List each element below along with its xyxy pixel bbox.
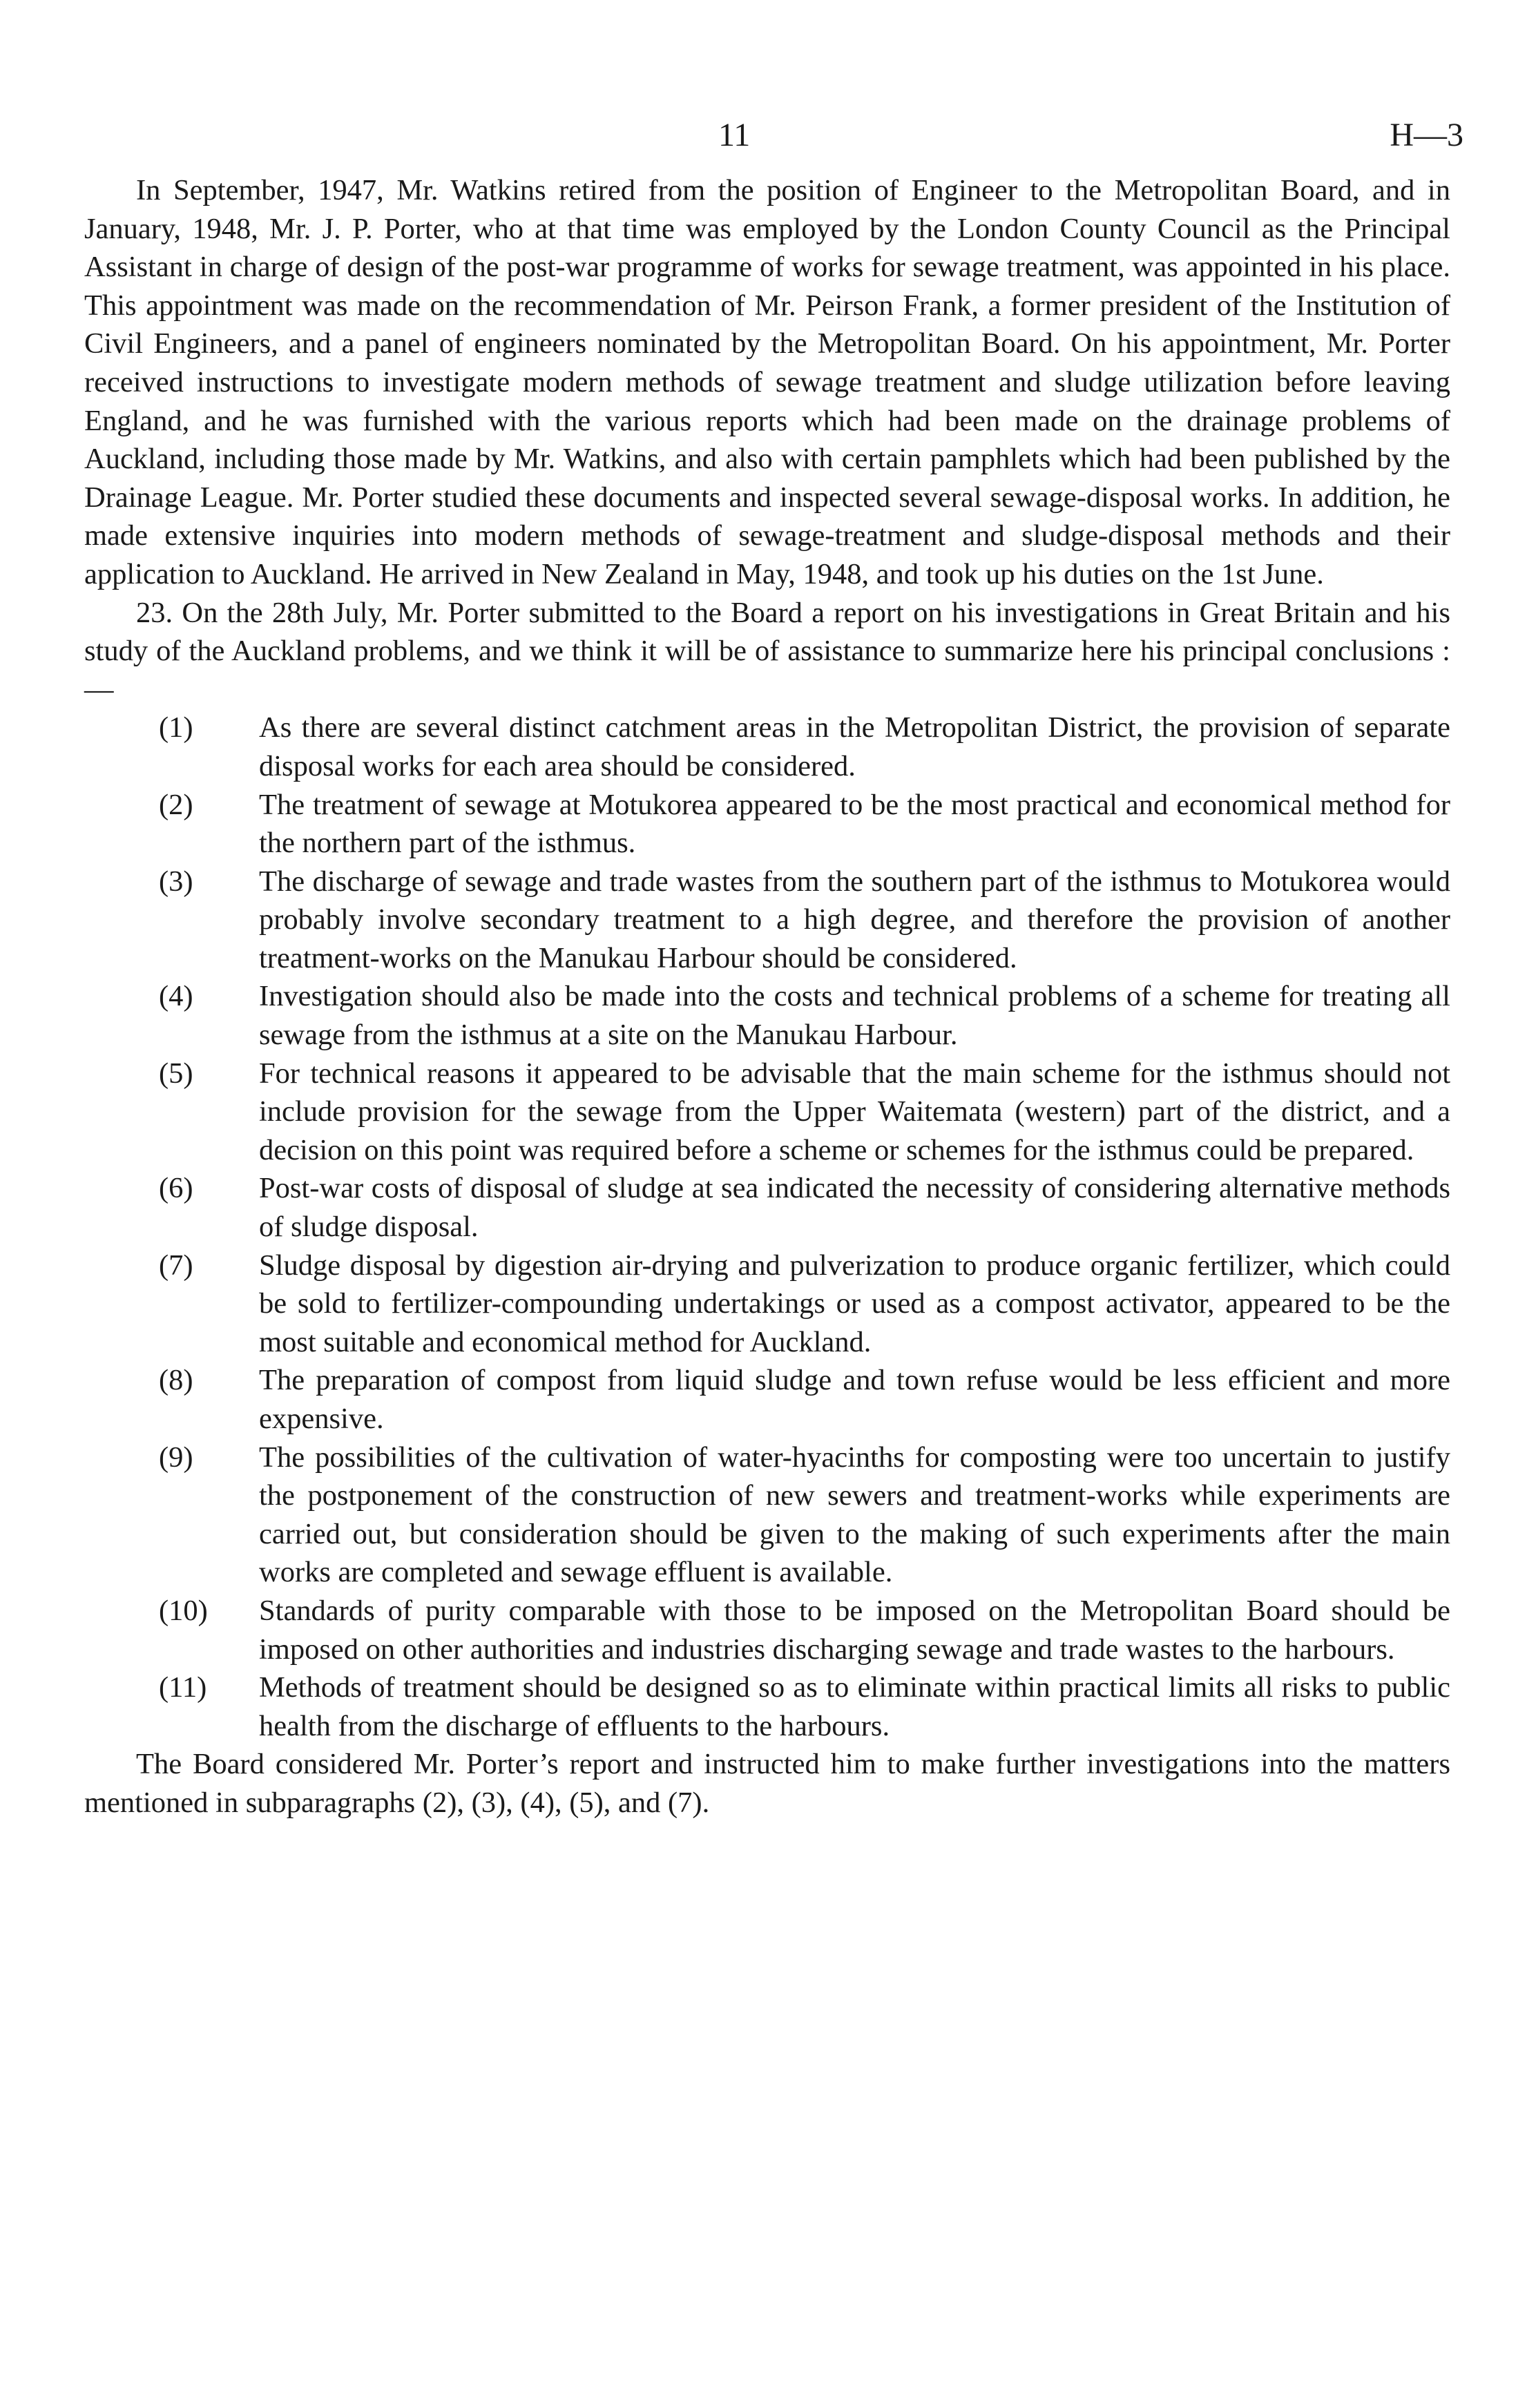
body-text bbox=[84, 171, 1450, 1822]
list-item-number: (8) bbox=[159, 1364, 193, 1397]
page-number: 11 bbox=[718, 117, 751, 153]
list-item-text: The possibilities of the cultivation of water-hyacinths for composting were too uncertain to justify the postponement of the construction of new sewers and treatment-works while experiments are carried out, but consideration should be given to the making of such experiments after the main works are completed and sewage effluent is available. bbox=[259, 1441, 1450, 1589]
list-item-text: For technical reasons it appeared to be advisable that the main scheme for the isthmus should not include provision for the sewage from the Upper Waitemata (western) part of the district, and a decision on this point was required before a scheme or schemes for the isthmus could be prepared. bbox=[259, 1057, 1450, 1166]
list-item-text: As there are several distinct catchment areas in the Metropolitan District, the provision of separate disposal works for each area should be considered. bbox=[259, 711, 1450, 782]
list-item-number: (11) bbox=[159, 1671, 207, 1704]
list-item-text: Methods of treatment should be designed so as to eliminate within practical limits all risks to public health from the discharge of effluents to the harbours. bbox=[259, 1671, 1450, 1742]
list-item-text: Standards of purity comparable with those to be imposed on the Metropolitan Board should be imposed on other authorities and industries discharging sewage and trade wastes to the harbours. bbox=[259, 1594, 1450, 1666]
list-item bbox=[84, 1592, 1450, 1668]
list-item-text: Post-war costs of disposal of sludge at sea indicated the necessity of considering alternative methods of sludge disposal. bbox=[259, 1172, 1450, 1244]
conclusions-list bbox=[84, 709, 1450, 1745]
list-item-number: (2) bbox=[159, 788, 193, 821]
list-item bbox=[84, 786, 1450, 863]
paragraph-porter-appointment: In September, 1947, Mr. Watkins retired from the position of Engineer to the Metropolitan Board, and in January, 1948, Mr. J. P. Porter, who at that time was employed by the London County Council as the Principal Assistant in charge of design of the post-war programme of works for sewage treatment, was appointed in his place. This appointment was made on the recommendation of Mr. Peirson Frank, a former president of the Institution of Civil Engineers, and a panel of engineers nominated by the Metropolitan Board. On his appointment, Mr. Porter received instructions to investigate modern methods of sewage treatment and sludge utilization before leaving England, and he was furnished with the various reports which had been made on the drainage problems of Auckland, including those made by Mr. Watkins, and also with certain pamphlets which had been published by the Drainage League. Mr. Porter studied these documents and inspected several sewage-disposal works. In addition, he made extensive inquiries into modern methods of sewage-treatment and sludge-disposal methods and their application to Auckland. He arrived in New Zealand in May, 1948, and took up his duties on the 1st June. bbox=[84, 174, 1450, 590]
paragraph-23: 23. On the 28th July, Mr. Porter submitted to the Board a report on his investigations in Great Britain and his study of the Auckland problems, and we think it will be of assistance to summarize here his principal conclusions :— bbox=[84, 596, 1450, 706]
list-item bbox=[84, 1054, 1450, 1170]
list-item-text: The discharge of sewage and trade wastes from the southern part of the isthmus to Motukorea would probably involve secondary treatment to a high degree, and therefore the provision of another treatment-works on the Manukau Harbour should be considered. bbox=[259, 865, 1450, 974]
list-item bbox=[84, 1246, 1450, 1362]
list-item bbox=[84, 863, 1450, 978]
list-item-text: Sludge disposal by digestion air-drying and pulverization to produce organic fertilizer, which could be sold to fertilizer-compounding undertakings or used as a compost activator, appeared to be the most suitable and economical method for Auckland. bbox=[259, 1249, 1450, 1358]
list-item bbox=[84, 1169, 1450, 1246]
list-item-number: (9) bbox=[159, 1441, 193, 1474]
list-item-number: (5) bbox=[159, 1057, 193, 1090]
list-item-number: (6) bbox=[159, 1172, 193, 1205]
list-item bbox=[84, 1438, 1450, 1592]
list-item-text: The preparation of compost from liquid sludge and town refuse would be less efficient and more expensive. bbox=[259, 1364, 1450, 1435]
list-item-number: (10) bbox=[159, 1594, 208, 1627]
list-item-text: The treatment of sewage at Motukorea appeared to be the most practical and economical method for the northern part of the isthmus. bbox=[259, 788, 1450, 860]
list-item-number: (1) bbox=[159, 711, 193, 744]
list-item-number: (3) bbox=[159, 865, 193, 898]
paragraph-board-decision: The Board considered Mr. Porter’s report and instructed him to make further investigations into the matters mentioned in subparagraphs (2), (3), (4), (5), and (7). bbox=[84, 1748, 1450, 1819]
list-item-number: (7) bbox=[159, 1249, 193, 1282]
list-item bbox=[84, 977, 1450, 1054]
list-item bbox=[84, 1361, 1450, 1438]
list-item-text: Investigation should also be made into the costs and technical problems of a scheme for treating all sewage from the isthmus at a site on the Manukau Harbour. bbox=[259, 980, 1450, 1052]
page-header bbox=[0, 116, 1527, 157]
list-item-number: (4) bbox=[159, 980, 193, 1013]
list-item bbox=[84, 709, 1450, 785]
list-item bbox=[84, 1668, 1450, 1745]
page-reference: H—3 bbox=[1390, 117, 1463, 153]
